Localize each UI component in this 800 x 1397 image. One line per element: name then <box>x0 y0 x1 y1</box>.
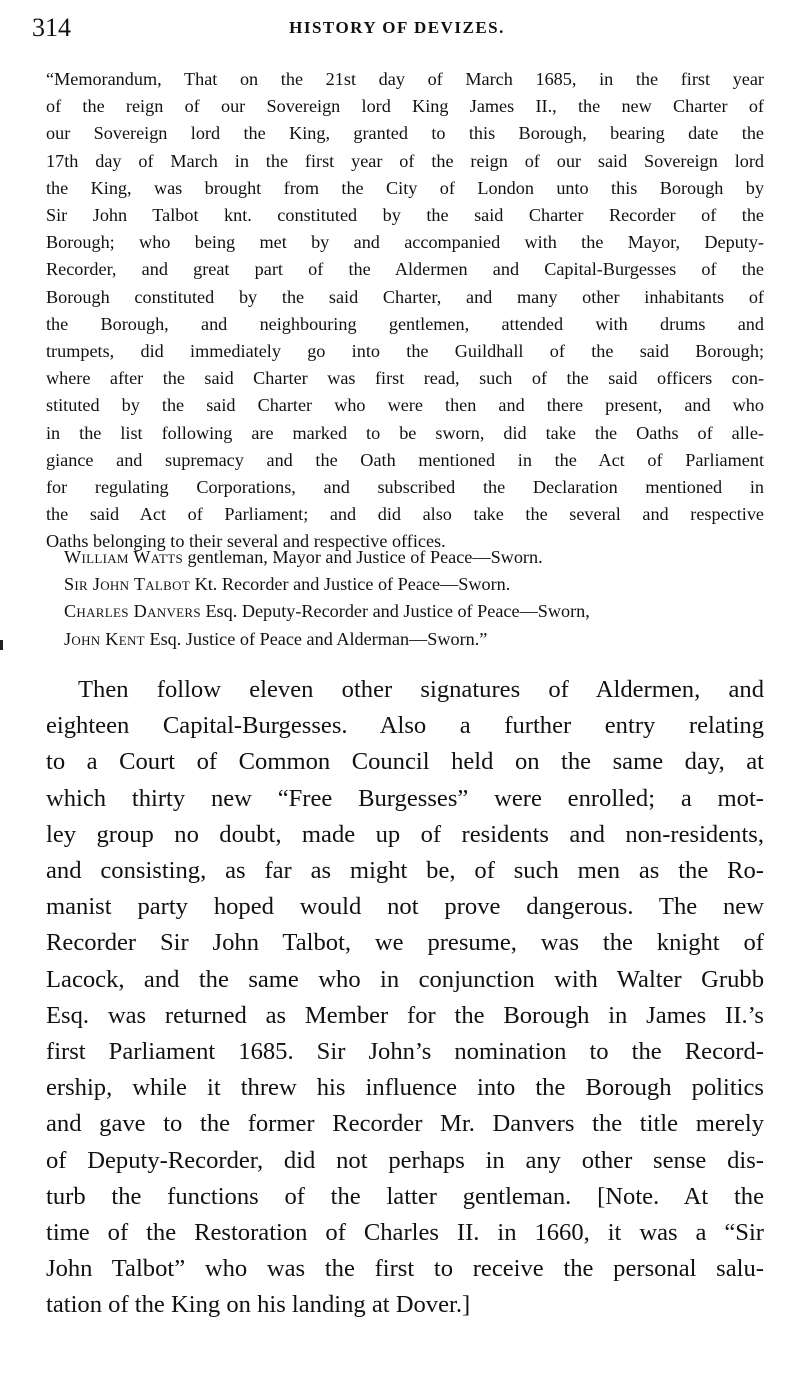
quote-line: where after the said Charter was first read, such of the said officers con- <box>46 368 764 389</box>
page-number: 314 <box>32 13 71 42</box>
body-line: Recorder Sir John Talbot, we presume, was the knight of <box>46 929 764 957</box>
body-line: Esq. was returned as Member for the Borough in James II.’s <box>46 1001 764 1029</box>
quote-line: 17th day of March in the first year of the reign of our said Sovereign lord <box>46 150 764 171</box>
signatory-description: Esq. Justice of Peace and Alderman—Sworn.” <box>144 628 488 649</box>
body-line: of Deputy-Recorder, did not perhaps in any other sense dis- <box>46 1146 764 1174</box>
body-paragraph <box>46 672 764 1324</box>
signatory-row <box>64 598 766 625</box>
quote-line: stituted by the said Charter who were then and there present, and who <box>46 395 764 416</box>
signatory-description: Esq. Deputy-Recorder and Justice of Peace—Sworn, <box>200 601 590 622</box>
signatory-name: Sir John Talbot <box>64 574 191 595</box>
margin-mark <box>0 640 3 650</box>
quote-line: in the list following are marked to be sworn, did take the Oaths of alle- <box>46 422 764 443</box>
signatory-name: Charles Danvers <box>64 601 201 622</box>
signatory-list <box>64 544 766 653</box>
quote-line: Borough; who being met by and accompanied with the Mayor, Deputy- <box>46 232 764 253</box>
signatory-row <box>64 626 766 653</box>
body-line: John Talbot” who was the first to receive the personal salu- <box>46 1255 764 1283</box>
quote-line: Sir John Talbot knt. constituted by the said Charter Recorder of the <box>46 205 764 226</box>
body-line: first Parliament 1685. Sir John’s nomination to the Record- <box>46 1038 764 1066</box>
body-line: eighteen Capital-Burgesses. Also a further entry relating <box>46 712 764 740</box>
body-line: manist party hoped would not prove dangerous. The new <box>46 893 764 921</box>
quote-line: “Memorandum, That on the 21st day of March 1685, in the first year <box>46 69 764 89</box>
body-line: tation of the King on his landing at Dover.] <box>46 1291 471 1319</box>
quote-line: for regulating Corporations, and subscribed the Declaration mentioned in <box>46 477 764 498</box>
signatory-name: William Watts <box>64 547 183 567</box>
body-line: and consisting, as far as might be, of such men as the Ro- <box>46 857 764 885</box>
quote-line: the King, was brought from the City of London unto this Borough by <box>46 177 764 198</box>
signatory-description: Kt. Recorder and Justice of Peace—Sworn. <box>190 574 511 595</box>
quote-line: Recorder, and great part of the Aldermen and Capital-Burgesses of the <box>46 259 764 280</box>
quote-line: giance and supremacy and the Oath mentioned in the Act of Parliament <box>46 449 764 470</box>
body-line: and gave to the former Recorder Mr. Danvers the title merely <box>46 1110 764 1138</box>
quote-line: Borough constituted by the said Charter, and many other inhabitants of <box>46 286 764 307</box>
body-line: to a Court of Common Council held on the same day, at <box>46 748 764 776</box>
quote-line: our Sovereign lord the King, granted to this Borough, bearing date the <box>46 123 764 144</box>
body-line: ership, while it threw his influence into the Borough politics <box>46 1074 764 1102</box>
body-line: which thirty new “Free Burgesses” were enrolled; a mot- <box>46 784 764 812</box>
signatory-row <box>64 544 766 571</box>
signatory-row <box>64 571 766 598</box>
page-header <box>32 10 762 46</box>
body-line: time of the Restoration of Charles II. in 1660, it was a “Sir <box>46 1219 764 1247</box>
body-line: ley group no doubt, made up of residents and non-residents, <box>46 820 764 848</box>
running-title: HISTORY OF DEVIZES. <box>289 18 505 37</box>
body-line: Then follow eleven other signatures of Aldermen, and <box>78 676 764 703</box>
quote-line: the said Act of Parliament; and did also take the several and respective <box>46 504 764 525</box>
body-line: turb the functions of the latter gentleman. [Note. At the <box>46 1182 764 1210</box>
signatory-description: gentleman, Mayor and Justice of Peace—Sworn. <box>183 547 543 567</box>
quote-line: the Borough, and neighbouring gentlemen, attended with drums and <box>46 313 764 334</box>
quote-line: of the reign of our Sovereign lord King James II., the new Charter of <box>46 96 764 117</box>
body-line: Lacock, and the same who in conjunction with Walter Grubb <box>46 965 764 993</box>
signatory-name: John Kent <box>64 628 145 649</box>
quote-line: trumpets, did immediately go into the Guildhall of the said Borough; <box>46 341 764 362</box>
memorandum-quote <box>46 66 764 556</box>
quote-line: Oaths belonging to their several and respective offices. <box>46 531 446 552</box>
